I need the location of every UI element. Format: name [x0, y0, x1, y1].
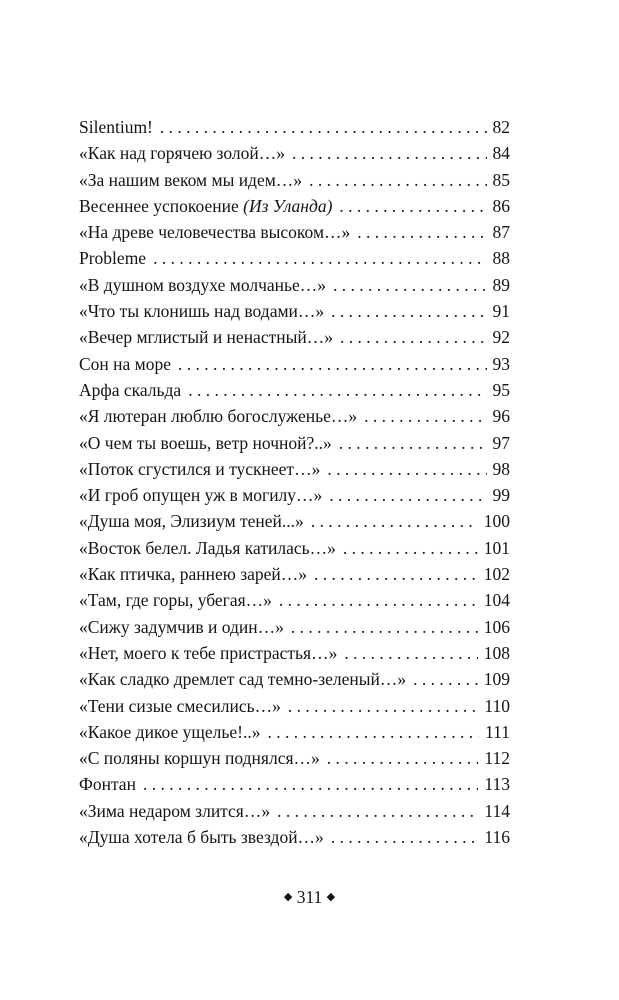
toc-entry — [79, 824, 510, 850]
entry-page-number: 114 — [484, 800, 510, 821]
entry-title-text: «С поляны коршун поднялся…» — [79, 748, 320, 769]
entry-title — [79, 403, 357, 429]
entry-page-number: 88 — [492, 248, 510, 269]
dot-leader — [343, 535, 478, 561]
entry-title — [79, 219, 350, 245]
entry-title-text: «Как птичка, раннею зарей…» — [79, 564, 308, 585]
entry-title — [79, 298, 324, 324]
table-of-contents — [79, 114, 510, 850]
dot-leader — [178, 351, 486, 377]
entry-title — [79, 719, 260, 745]
toc-entry — [79, 640, 510, 666]
dot-leader — [188, 377, 486, 403]
entry-page-number: 91 — [492, 301, 510, 322]
toc-entry — [79, 377, 510, 403]
entry-page-number: 116 — [484, 827, 510, 848]
entry-title-text: «Сижу задумчив и один…» — [79, 616, 284, 637]
entry-title — [79, 430, 332, 456]
entry-title — [79, 377, 181, 403]
dot-leader — [311, 508, 478, 534]
entry-title — [79, 272, 326, 298]
dot-leader — [153, 245, 486, 271]
entry-title — [79, 193, 332, 219]
entry-title-text: Сон на море — [79, 353, 172, 374]
dot-leader — [277, 798, 478, 824]
toc-entry — [79, 219, 510, 245]
entry-title-text: «И гроб опущен уж в могилу…» — [79, 485, 323, 506]
entry-title-text: «О чем ты воешь, ветр ночной?..» — [79, 432, 332, 453]
entry-title — [79, 771, 136, 797]
entry-page-number: 113 — [484, 774, 510, 795]
dot-leader — [344, 640, 477, 666]
entry-page-number: 87 — [492, 222, 510, 243]
entry-title-text: «Зима недаром злится…» — [79, 800, 271, 821]
entry-page-number: 108 — [483, 642, 510, 663]
entry-title — [79, 640, 337, 666]
entry-title-text: «Как сладко дремлет сад темно-зеленый…» — [79, 669, 407, 690]
dot-leader — [329, 482, 486, 508]
entry-page-number: 98 — [492, 458, 510, 479]
toc-entry — [79, 482, 510, 508]
dot-leader — [292, 140, 487, 166]
toc-entry — [79, 719, 510, 745]
dot-leader — [357, 219, 486, 245]
entry-title — [79, 351, 171, 377]
dot-leader — [413, 666, 478, 692]
entry-title — [79, 482, 322, 508]
entry-title-text: «Душа моя, Элизиум теней...» — [79, 511, 304, 532]
toc-entry — [79, 587, 510, 613]
entry-title — [79, 140, 285, 166]
toc-entry — [79, 456, 510, 482]
entry-title-text: «Вечер мглистый и ненастный…» — [79, 327, 333, 348]
entry-title-text: Фонтан — [79, 774, 136, 795]
entry-title-text: «Поток сгустился и тускнеет…» — [79, 458, 321, 479]
dot-leader — [267, 719, 479, 745]
entry-title-text: «В душном воздухе молчанье…» — [79, 274, 327, 295]
dot-leader — [333, 272, 486, 298]
diamond-ornament-left: ◆ — [283, 890, 293, 903]
entry-title — [79, 824, 324, 850]
entry-title-text: «Тени сизые смесились…» — [79, 695, 281, 716]
toc-entry — [79, 403, 510, 429]
dot-leader — [331, 824, 479, 850]
entry-page-number: 110 — [484, 695, 510, 716]
entry-title — [79, 666, 406, 692]
entry-title-text: «Нет, моего к тебе пристрастья…» — [79, 642, 338, 663]
entry-page-number: 99 — [492, 485, 510, 506]
entry-title — [79, 324, 333, 350]
toc-entry — [79, 193, 510, 219]
entry-page-number: 109 — [483, 669, 510, 690]
toc-entry — [79, 508, 510, 534]
entry-page-number: 100 — [483, 511, 510, 532]
page-number: 311 — [296, 887, 323, 907]
dot-leader — [364, 403, 486, 429]
entry-title-text: Probleme — [79, 248, 147, 269]
toc-entry — [79, 798, 510, 824]
entry-title-text: Арфа скальда — [79, 379, 182, 400]
entry-page-number: 104 — [483, 590, 510, 611]
dot-leader — [288, 693, 479, 719]
entry-title — [79, 508, 304, 534]
toc-entry — [79, 771, 510, 797]
entry-title — [79, 114, 153, 140]
toc-entry — [79, 693, 510, 719]
entry-title — [79, 587, 272, 613]
toc-entry — [79, 272, 510, 298]
entry-title-text: «За нашим веком мы идем…» — [79, 169, 303, 190]
entry-title — [79, 535, 336, 561]
entry-page-number: 106 — [483, 616, 510, 637]
toc-entry — [79, 140, 510, 166]
entry-page-number: 86 — [492, 195, 510, 216]
dot-leader — [291, 614, 478, 640]
dot-leader — [314, 561, 478, 587]
entry-title-text: «Что ты клонишь над водами…» — [79, 301, 325, 322]
diamond-ornament-right: ◆ — [326, 890, 336, 903]
entry-title-italic: (Из Уланда) — [243, 195, 333, 216]
entry-title — [79, 798, 270, 824]
entry-page-number: 96 — [492, 406, 510, 427]
dot-leader — [331, 298, 486, 324]
entry-page-number: 82 — [492, 117, 510, 137]
entry-page-number: 101 — [483, 537, 510, 558]
toc-entry — [79, 535, 510, 561]
entry-page-number: 89 — [492, 274, 510, 295]
entry-title-text: «Душа хотела б быть звездой…» — [79, 827, 324, 848]
dot-leader — [327, 745, 479, 771]
dot-leader — [327, 456, 486, 482]
toc-entry — [79, 324, 510, 350]
entry-title-text: Silentium! — [79, 117, 153, 137]
entry-title-text: «Восток белел. Ладья катилась…» — [79, 537, 336, 558]
entry-title-text: «На древе человечества высоком…» — [79, 222, 351, 243]
entry-title-text: «Как над горячею золой…» — [79, 143, 285, 164]
entry-page-number: 92 — [492, 327, 510, 348]
dot-leader — [160, 114, 487, 140]
toc-entry — [79, 561, 510, 587]
toc-entry — [79, 745, 510, 771]
entry-page-number: 95 — [492, 379, 510, 400]
dot-leader — [143, 771, 478, 797]
entry-title-text: Весеннее успокоение — [79, 195, 244, 216]
toc-entry — [79, 114, 510, 140]
page-folio — [0, 885, 619, 911]
dot-leader — [340, 324, 487, 350]
dot-leader — [309, 167, 486, 193]
entry-title — [79, 561, 307, 587]
toc-entry — [79, 666, 510, 692]
entry-title-text: «Там, где горы, убегая…» — [79, 590, 272, 611]
entry-title-text: «Я лютеран люблю богослуженье…» — [79, 406, 358, 427]
toc-entry — [79, 298, 510, 324]
entry-page-number: 112 — [484, 748, 510, 769]
toc-entry — [79, 245, 510, 271]
entry-page-number: 85 — [492, 169, 510, 190]
toc-entry — [79, 430, 510, 456]
entry-title-text: «Какое дикое ущелье!..» — [79, 721, 261, 742]
entry-title — [79, 167, 302, 193]
entry-title — [79, 693, 281, 719]
entry-page-number: 111 — [485, 721, 510, 742]
entry-title — [79, 456, 320, 482]
entry-page-number: 84 — [492, 143, 510, 164]
entry-title — [79, 745, 320, 771]
entry-page-number: 97 — [492, 432, 510, 453]
entry-page-number: 102 — [483, 564, 510, 585]
toc-entry — [79, 351, 510, 377]
entry-page-number: 93 — [492, 353, 510, 374]
dot-leader — [339, 430, 487, 456]
dot-leader — [339, 193, 486, 219]
toc-entry — [79, 614, 510, 640]
dot-leader — [279, 587, 478, 613]
entry-title — [79, 245, 146, 271]
toc-entry — [79, 167, 510, 193]
entry-title — [79, 614, 284, 640]
